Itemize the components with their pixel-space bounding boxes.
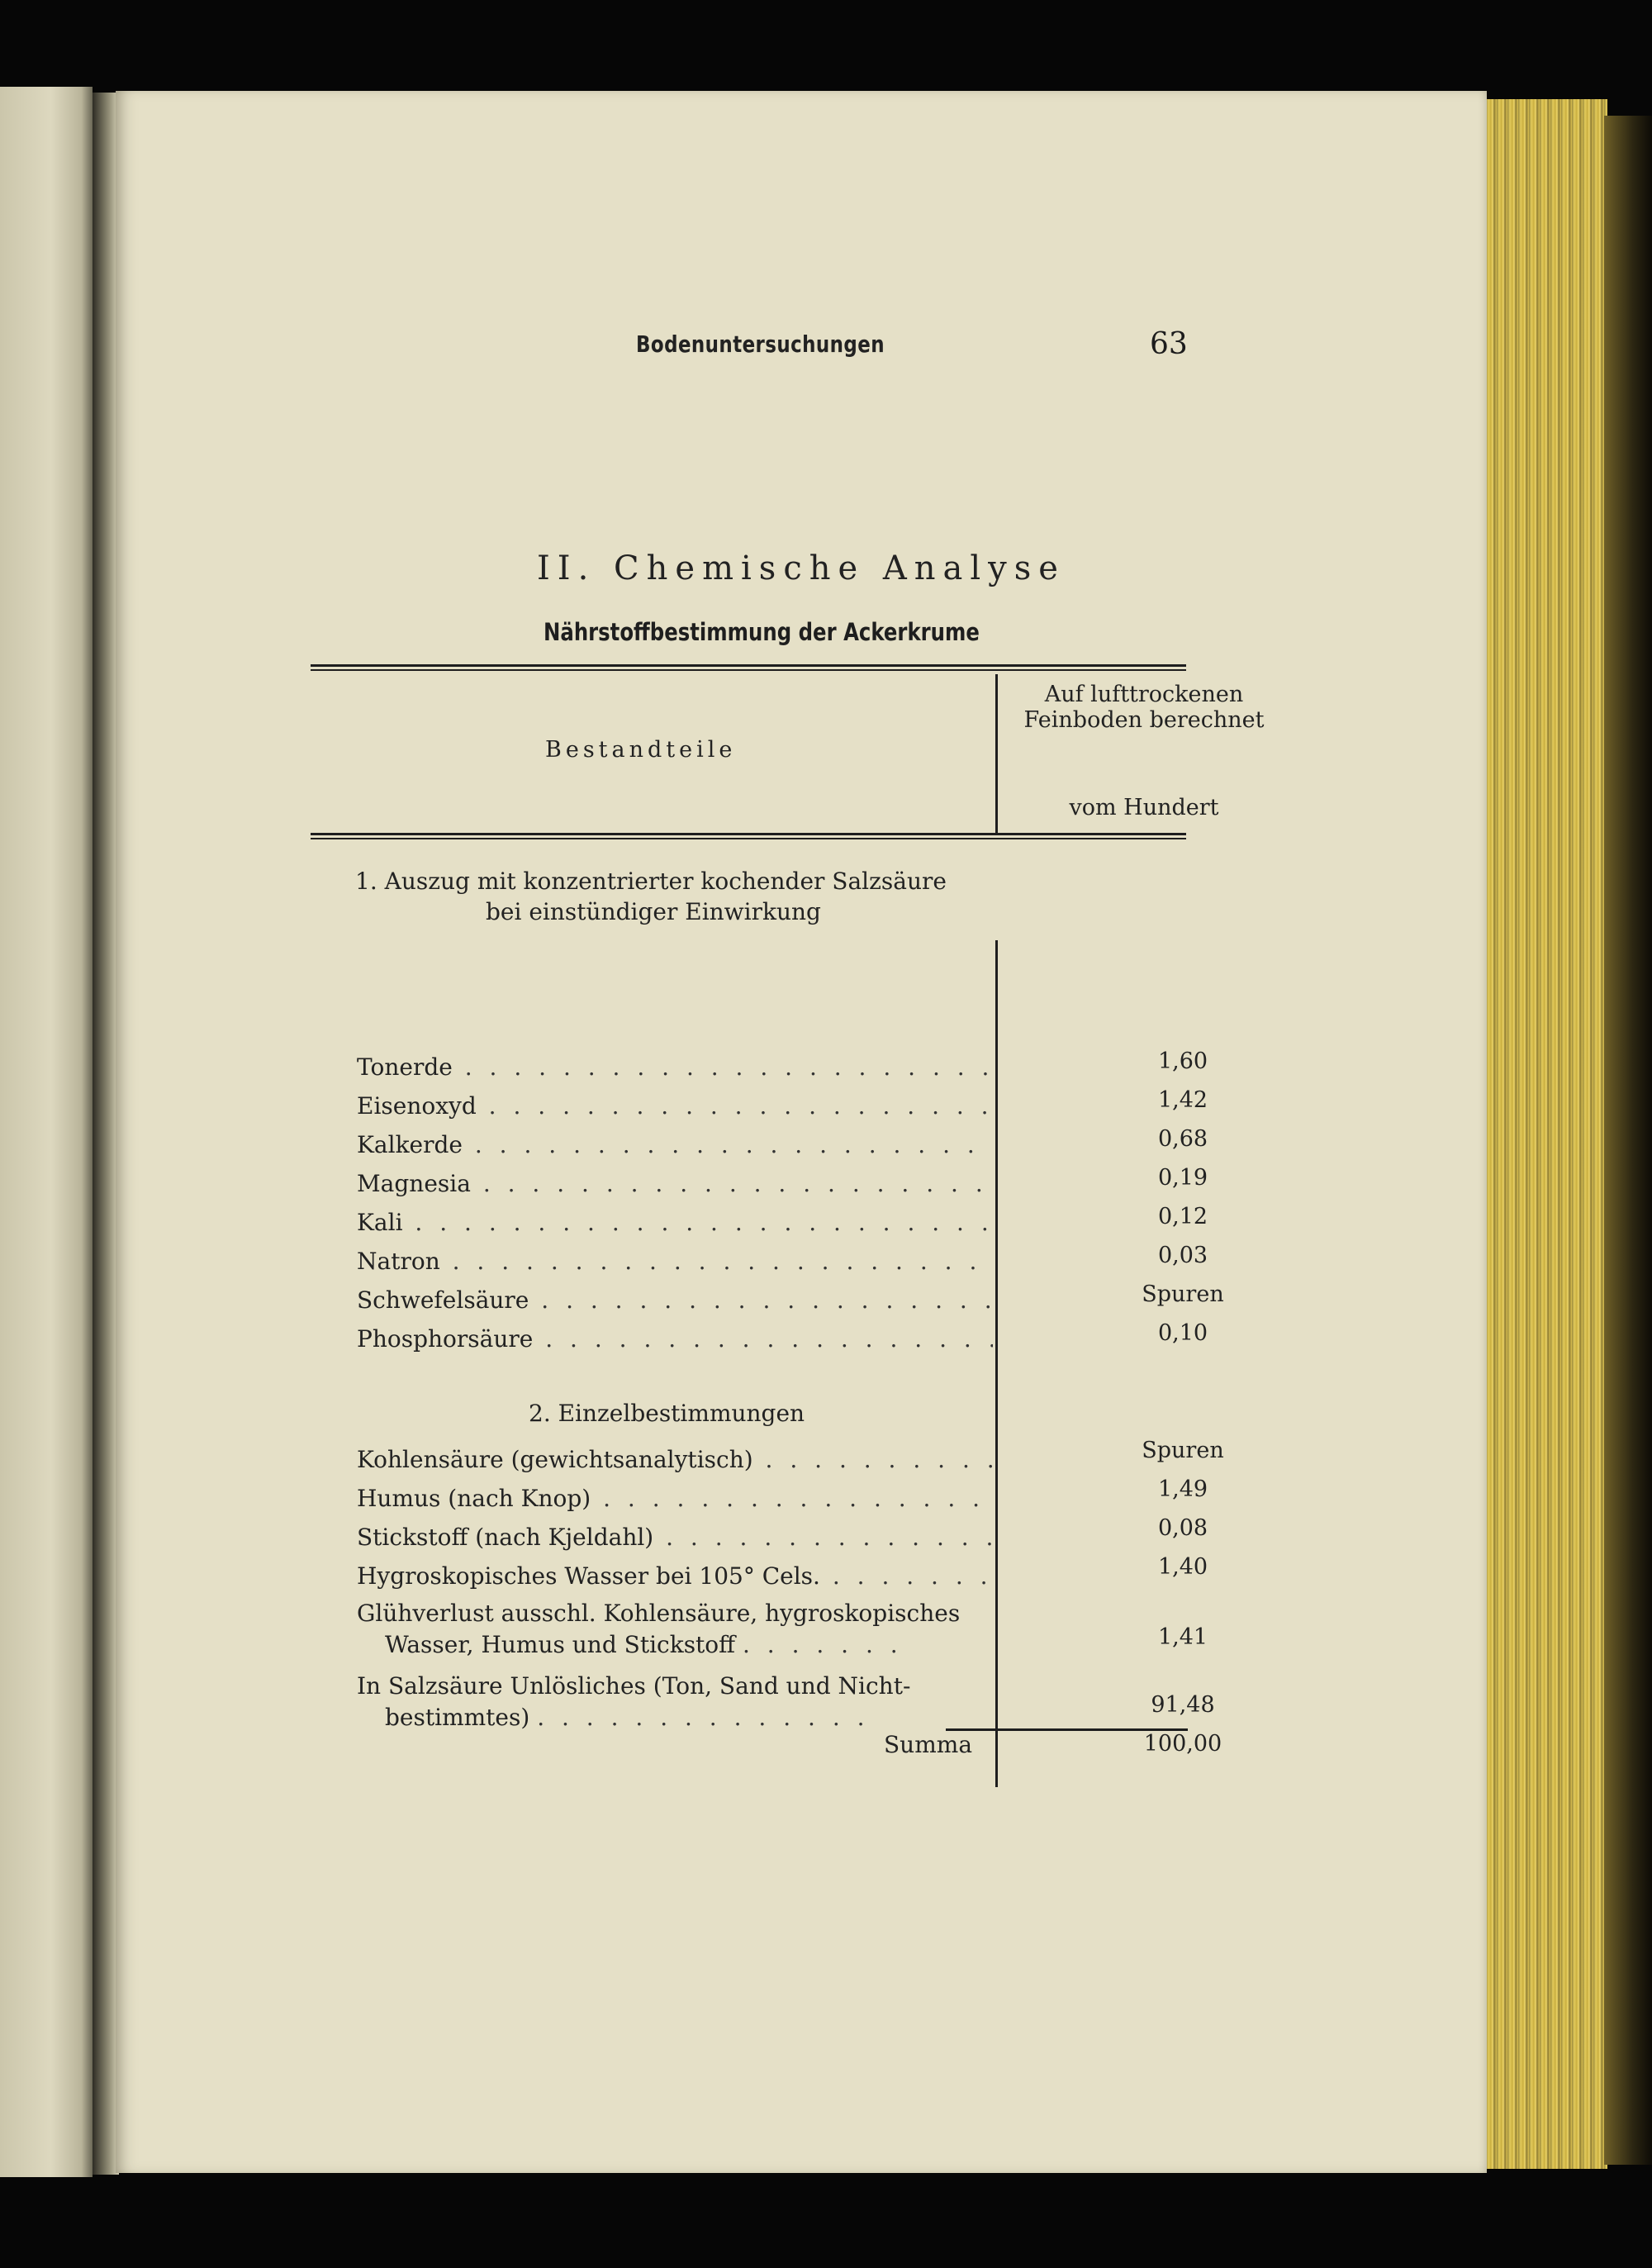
row-label: Kalkerde . . .: [357, 1131, 993, 1164]
row-label: Schwefelsäure . . .: [357, 1286, 993, 1319]
column-divider-header: [995, 674, 998, 833]
table-row: [357, 1438, 1406, 1479]
table-row: [357, 1671, 1406, 1737]
table-row: [357, 1515, 1406, 1557]
row-label-line1: In Salzsäure Unlösliches (Ton, Sand und Nicht-: [357, 1672, 911, 1700]
table-row: [357, 1048, 1406, 1086]
row-label: Phosphorsäure . . .: [357, 1325, 993, 1358]
table-row: [357, 1126, 1406, 1164]
table-row: [357, 1087, 1406, 1125]
table-row: [357, 1320, 1406, 1358]
row-value: 1,40: [1157, 1554, 1208, 1580]
row-value: 1,60: [1157, 1048, 1208, 1074]
row-label: Eisenoxyd . . .: [357, 1092, 993, 1125]
row-label-line2: Wasser, Humus und Stickstoff: [385, 1631, 736, 1658]
section2-heading: 2. Einzelbestimmungen: [529, 1400, 805, 1427]
table-top-rule: [311, 664, 1186, 667]
row-label: Magnesia . . .: [357, 1170, 993, 1203]
row-label: Natron . . .: [357, 1248, 993, 1281]
sum-label: Summa: [884, 1731, 973, 1758]
row-label-line1: Glühverlust ausschl. Kohlensäure, hygroskopisches: [357, 1600, 961, 1627]
book-cover-edge: [1604, 116, 1652, 2165]
row-label: Kohlensäure (gewichtsanalytisch) . . .: [357, 1446, 993, 1479]
header-bottom-rule: [311, 833, 1186, 835]
table-row: [357, 1476, 1406, 1518]
table-row: [357, 1243, 1406, 1281]
table-row: [357, 1281, 1406, 1319]
row-value: 0,10: [1157, 1320, 1208, 1346]
section-title: II. Chemische Analyse: [537, 549, 1066, 587]
row-value: Spuren: [1142, 1281, 1224, 1307]
sum-value: 100,00: [1143, 1731, 1222, 1757]
row-label: Stickstoff (nach Kjeldahl) . . .: [357, 1524, 993, 1557]
row-label: Tonerde . . .: [357, 1053, 993, 1086]
column-header-bestandteile: Bestandteile: [545, 737, 737, 763]
row-value: 1,42: [1157, 1087, 1208, 1113]
row-value: 91,48: [1151, 1692, 1215, 1718]
running-head: Bodenuntersuchungen: [636, 330, 885, 358]
row-value: 0,19: [1157, 1165, 1208, 1191]
leader-dots: . . . . . . . . . . . . . .: [537, 1704, 870, 1731]
row-label: Hygroskopisches Wasser bei 105° Cels. . . .: [357, 1562, 993, 1595]
section1-heading-cont: bei einstündiger Einwirkung: [486, 898, 821, 925]
header-bottom-rule-thin: [311, 838, 1186, 839]
row-value: Spuren: [1142, 1438, 1224, 1463]
row-label: Humus (nach Knop) . . .: [357, 1485, 993, 1518]
section1-heading: 1. Auszug mit konzentrierter kochender Salzsäure: [355, 868, 947, 895]
row-label: Kali . . .: [357, 1209, 993, 1242]
table-row: [357, 1165, 1406, 1203]
row-value: 0,68: [1157, 1126, 1208, 1152]
column-header-values: Auf lufttrockenen Feinboden berechnet: [1023, 682, 1265, 733]
page-edges: [1472, 99, 1607, 2169]
table-title: Nährstoffbestimmung der Ackerkrume: [544, 618, 980, 646]
left-facing-page: [0, 87, 93, 2177]
row-value: 0,12: [1157, 1204, 1208, 1229]
table-row: [357, 1554, 1406, 1595]
row-value: 0,03: [1157, 1243, 1208, 1268]
table-row: [357, 1598, 1406, 1664]
table-row: [357, 1204, 1406, 1242]
page-number: 63: [1150, 327, 1188, 361]
row-value: 0,08: [1157, 1515, 1208, 1541]
row-label-line2: bestimmtes): [385, 1704, 530, 1731]
row-value: 1,41: [1157, 1624, 1208, 1650]
row-label: [357, 1671, 993, 1733]
leader-dots: . . . . . . .: [742, 1631, 903, 1658]
row-value: 1,49: [1157, 1476, 1208, 1502]
row-label: [357, 1598, 993, 1661]
column-subheader-unit: vom Hundert: [1069, 795, 1219, 820]
table-top-rule-thin: [311, 669, 1186, 671]
book-page: [116, 91, 1487, 2173]
